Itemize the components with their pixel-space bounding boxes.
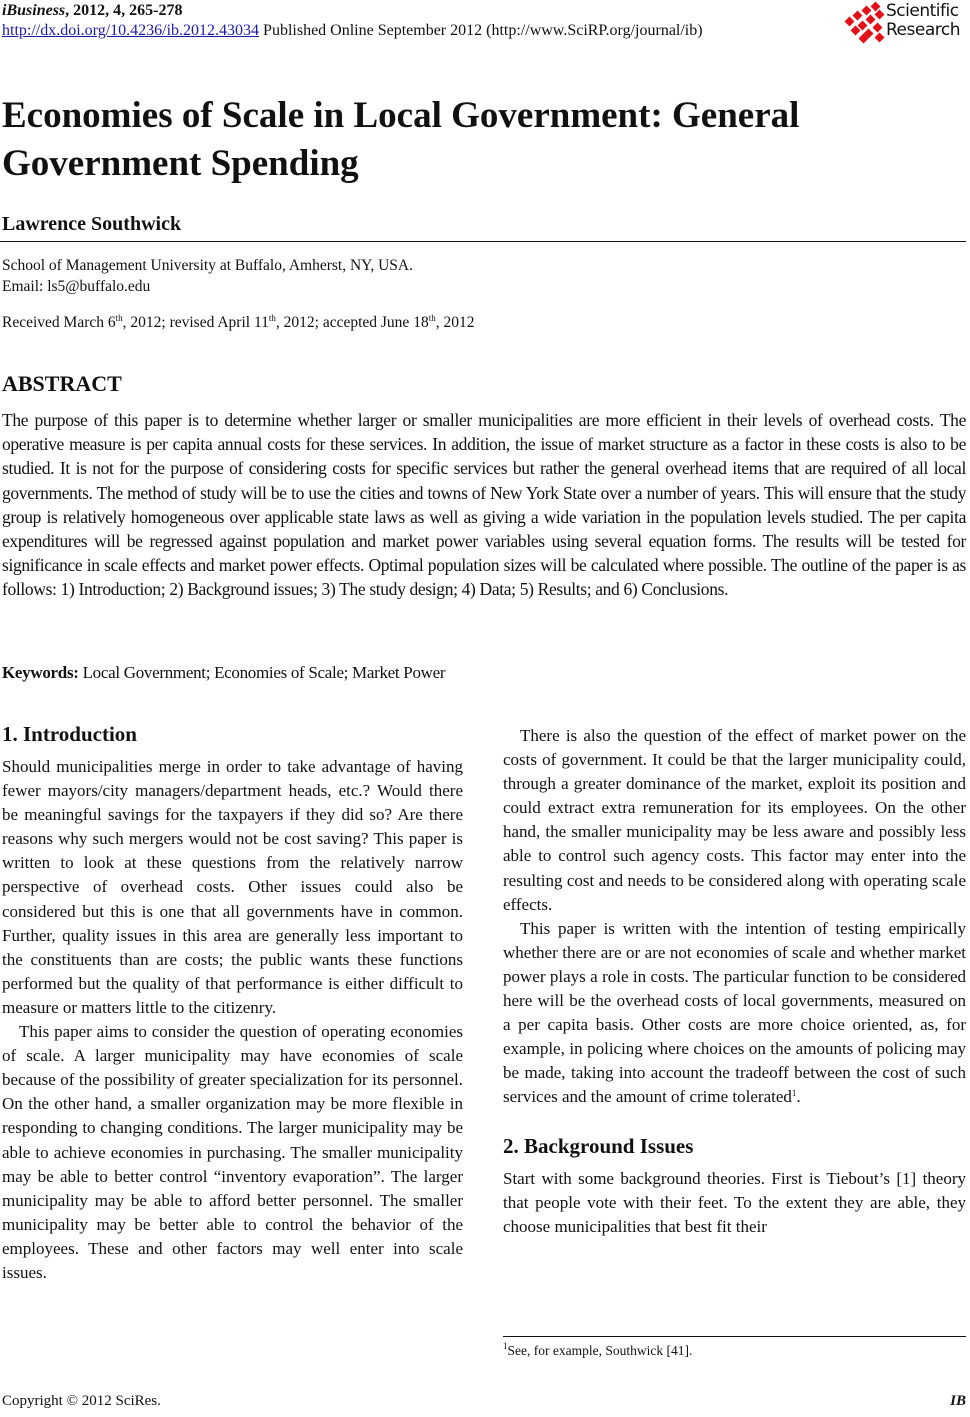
- footnote-text: See, for example, Southwick [41].: [507, 1343, 693, 1358]
- email: Email: ls5@buffalo.edu: [2, 278, 151, 295]
- right-column: [503, 724, 966, 1239]
- footnote-ref[interactable]: 1: [791, 1088, 797, 1099]
- keywords: [2, 663, 445, 683]
- accepted-text: , 2012; accepted June 18: [275, 314, 429, 331]
- paragraph: [503, 917, 966, 1110]
- year-text: , 2012: [435, 314, 475, 331]
- abstract-text: The purpose of this paper is to determine whether larger or smaller municipalities are more efficient in their levels of overhead costs. The operative measure is per capita annual costs for these services. In addition, the issue of market structure as a factor in these costs is also to be studied. It is not for the purpose of considering costs for specific services but rather the general overhead items that are required of all local governments. The method of study will be to use the cities and towns of New York State over a number of years. This will ensure that the study group is relatively homogeneous over applicable state laws as well as giving a wide variation in the population levels studied. The per capita expenditures will be regressed against population and market power variables using several equation forms. The results will be tested for significance in scale effects and market power effects. Optimal population sizes will be calculated where possible. The outline of the paper is as follows: 1) Introduction; 2) Background issues; 3) The study design; 4) Data; 5) Results; and 6) Conclusions.: [2, 410, 966, 600]
- journal-abbreviation: IB: [950, 1393, 966, 1409]
- ordinal-suffix: th: [268, 313, 276, 323]
- keywords-list: Local Government; Economies of Scale; Market Power: [78, 663, 446, 682]
- article-title: Economies of Scale in Local Government: General Government Spending: [2, 95, 800, 184]
- abstract-heading: ABSTRACT: [2, 371, 122, 396]
- footnote: [503, 1343, 692, 1359]
- doi-link[interactable]: http://dx.doi.org/10.4236/ib.2012.43034: [2, 22, 260, 39]
- logo-line-2: Research: [886, 20, 960, 40]
- author-name: Lawrence Southwick: [2, 213, 182, 235]
- publisher-logo: [842, 2, 966, 42]
- ordinal-suffix: th: [115, 313, 123, 323]
- logo-diamond-icon: [842, 2, 886, 42]
- copyright: Copyright © 2012 SciRes.: [2, 1393, 161, 1409]
- affiliation-block: [2, 255, 413, 297]
- journal-name: iBusiness: [2, 2, 66, 19]
- footnote-mark: 1: [503, 1341, 508, 1351]
- page-footer: [2, 1393, 966, 1410]
- keywords-label: Keywords:: [2, 663, 79, 682]
- affiliation: School of Management University at Buffalo, Amherst, NY, USA.: [2, 257, 413, 274]
- paragraph-text: This paper is written with the intention of testing empirically whether there are or are not economies of scale and whether market power plays a role in costs. The particular function to be considered here will be the overhead costs of local governments, measured on a per capita basis. Other costs are more choice oriented, as, for example, in policing where choices on the amounts of policing may be made, taking into account the tradeoff between the cost of such services and the amount of crime tolerated: [503, 918, 966, 1107]
- logo-line-1: Scientific: [886, 1, 959, 21]
- paragraph: Start with some background theories. First is Tiebout’s [1] theory that people vote with their feet. To the extent they are able, they choose municipalities that best fit their: [503, 1168, 966, 1236]
- published-online-text: Published Online September 2012 (http://www.SciRP.org/journal/ib): [259, 22, 703, 39]
- footnote-divider: [503, 1336, 966, 1337]
- received-text: Received March 6: [2, 314, 116, 331]
- received-dates: [2, 314, 474, 332]
- logo-wordmark: [886, 2, 960, 40]
- revised-text: , 2012; revised April 11: [122, 314, 269, 331]
- paragraph: Should municipalities merge in order to take advantage of having fewer mayors/city managers/department heads, etc.? Would there be meaningful savings for the taxpayers if they did so? Are there reasons why such mergers would not be cost saving? This paper is written to look at these questions from the relatively narrow perspective of overhead costs. Other issues could also be considered but this is one that all governments have in common. Further, quality issues in this area are generally less important to the constituents than are costs; the public wants these functions performed but the quality of that performance is either difficult to measure or matters little to the citizenry.: [2, 757, 463, 1017]
- paragraph: This paper aims to consider the question of operating economies of scale. A larger municipality may have economies of scale because of the possibility of greater specialization for its personnel. On the other hand, a smaller organization may be more flexible in responding to changing conditions. The larger municipality may be able to achieve economies in purchasing. The smaller municipality may be able to better control “inventory evaporation”. The larger municipality may be able to afford better personnel. The smaller municipality may be better able to control the behavior of the employees. These and other factors may well enter into scale issues.: [2, 1022, 463, 1282]
- paragraph: There is also the question of the effect of market power on the costs of government. It could be that the larger municipality could, through a greater dominance of the market, exploit its position and could extract extra remuneration for its employees. On the other hand, the smaller municipality may be less aware and possibly less able to control such agency costs. This factor may enter into the resulting cost and needs to be considered along with operating scale effects.: [503, 726, 966, 914]
- section-heading-background: 2. Background Issues: [503, 1133, 694, 1158]
- journal-header: [2, 1, 703, 41]
- journal-citation: [2, 1, 703, 21]
- left-column: [2, 719, 463, 1285]
- section-heading-introduction: 1. Introduction: [2, 722, 137, 746]
- ordinal-suffix: th: [428, 313, 436, 323]
- author-divider: [0, 241, 966, 242]
- journal-volume-pages: , 2012, 4, 265-278: [65, 2, 183, 19]
- publication-line: [2, 21, 703, 41]
- paragraph-end: .: [796, 1087, 801, 1107]
